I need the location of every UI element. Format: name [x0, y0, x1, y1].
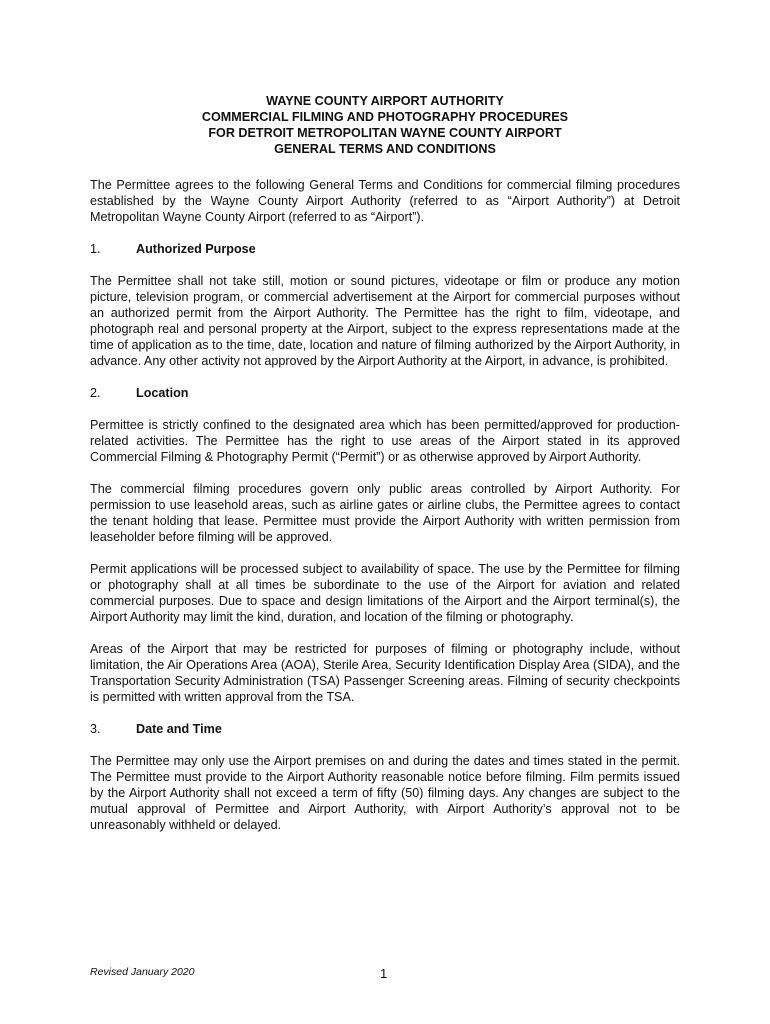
section-2-paragraph-2: The commercial filming procedures govern only public areas controlled by Airport Authority. For permission to use leasehold areas, such as airline gates or airline clubs, the Permittee agrees to contact the tenant holding that lease. Permittee must provide the Airport Authority with written permission from leaseholder before filming will be approved. [90, 482, 680, 544]
document-page [90, 93, 680, 833]
title-line-1: WAYNE COUNTY AIRPORT AUTHORITY [266, 94, 504, 108]
section-title: Authorized Purpose [136, 242, 256, 256]
section-number: 1. [90, 242, 101, 256]
section-3-heading [90, 721, 680, 737]
section-2-paragraph-4: Areas of the Airport that may be restricted for purposes of filming or photography include, without limitation, the Air Operations Area (AOA), Sterile Area, Security Identification Display Area (SIDA), and the Transportation Security Administration (TSA) Passenger Screening areas. Filming of security checkpoints is permitted with written approval from the TSA. [90, 642, 680, 704]
section-2-paragraph-3: Permit applications will be processed subject to availability of space. The use by the Permittee for filming or photography shall at all times be subordinate to the use of the Airport for aviation and related commercial purposes. Due to space and design limitations of the Airport and the Airport terminal(s), the Airport Authority may limit the kind, duration, and location of the filming or photography. [90, 562, 680, 624]
title-line-3: FOR DETROIT METROPOLITAN WAYNE COUNTY AIRPORT [208, 126, 562, 140]
section-title: Date and Time [136, 722, 222, 736]
intro-paragraph: The Permittee agrees to the following General Terms and Conditions for commercial filming procedures established by the Wayne County Airport Authority (referred to as “Airport Authority”) at Detroit Metropolitan Wayne County Airport (referred to as “Airport”). [90, 178, 680, 224]
section-3-paragraph-1: The Permittee may only use the Airport premises on and during the dates and times stated in the permit. The Permittee must provide to the Airport Authority reasonable notice before filming. Film permits issued by the Airport Authority shall not exceed a term of fifty (50) filming days. Any changes are subject to the mutual approval of Permittee and Airport Authority, with Airport Authority’s approval not to be unreasonably withheld or delayed. [90, 754, 680, 832]
section-1-paragraph-1: The Permittee shall not take still, motion or sound pictures, videotape or film or produce any motion picture, television program, or commercial advertisement at the Airport for commercial purposes without an authorized permit from the Airport Authority. The Permittee has the right to film, videotape, and photograph real and personal property at the Airport, subject to the express representations made at the time of application as to the time, date, location and nature of filming authorized by the Airport Authority, in advance. Any other activity not approved by the Airport Authority at the Airport, in advance, is prohibited. [90, 274, 680, 368]
page-number: 1 [380, 966, 388, 981]
section-2-paragraph-1: Permittee is strictly confined to the designated area which has been permitted/approved for production-related activities. The Permittee has the right to use areas of the Airport stated in its approved Commercial Filming & Photography Permit (“Permit”) or as otherwise approved by Airport Authority. [90, 418, 680, 464]
section-1-heading [90, 241, 680, 257]
title-line-4: GENERAL TERMS AND CONDITIONS [274, 142, 496, 156]
revision-date: Revised January 2020 [90, 966, 195, 978]
section-number: 2. [90, 386, 101, 400]
document-title [90, 93, 680, 157]
section-title: Location [136, 386, 189, 400]
section-number: 3. [90, 722, 101, 736]
title-line-2: COMMERCIAL FILMING AND PHOTOGRAPHY PROCEDURES [201, 110, 569, 124]
section-2-heading [90, 385, 680, 401]
